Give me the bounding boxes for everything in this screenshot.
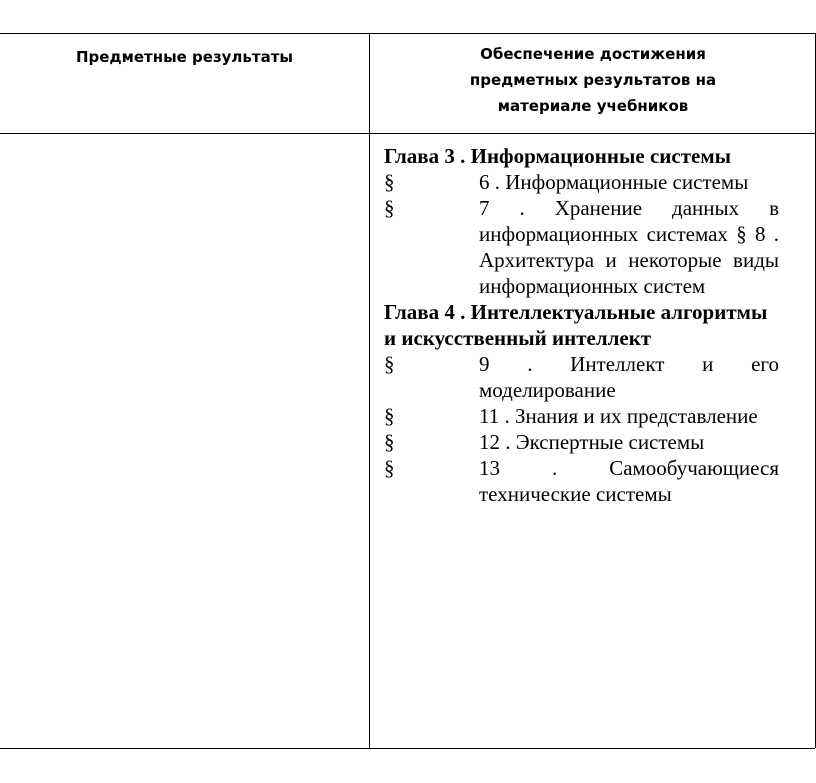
section-entry xyxy=(384,169,779,195)
section-symbol: § xyxy=(384,430,395,454)
section-symbol: § xyxy=(384,404,395,428)
section-text: 9 . Интеллект и его моделирование xyxy=(479,352,779,402)
column-divider xyxy=(369,33,370,748)
section-entry xyxy=(384,403,779,429)
textbook-content-cell xyxy=(384,143,779,507)
section-symbol: § xyxy=(384,352,395,376)
column-header-support-line: Обеспечение достижения xyxy=(480,45,706,63)
section-entry xyxy=(384,351,779,403)
section-text: 13 . Самообучающиеся технические системы xyxy=(479,456,779,506)
column-header-support-line: предметных результатов на xyxy=(469,71,717,89)
column-header-results: Предметные результаты xyxy=(76,48,293,66)
section-symbol: § xyxy=(384,170,395,194)
section-symbol: § xyxy=(384,456,395,480)
column-header-support xyxy=(370,41,816,119)
header-divider xyxy=(0,133,816,134)
section-text: 7 . Хранение данных в информационных системах § 8 . Архитектура и некоторые виды информационных систем xyxy=(479,196,779,298)
section-symbol: § xyxy=(384,196,395,220)
section-entry xyxy=(384,455,779,507)
section-entry xyxy=(384,195,779,299)
section-entry xyxy=(384,429,779,455)
section-text: 6 . Информационные системы xyxy=(479,170,749,194)
column-header-support-line: материале учебников xyxy=(497,97,689,115)
section-text: 12 . Экспертные системы xyxy=(479,430,705,454)
section-text: 11 . Знания и их представление xyxy=(479,404,758,428)
chapter-heading: Глава 3 . Информационные системы xyxy=(384,144,732,168)
chapter-heading: Глава 4 . Интеллектуальные алгоритмы и искусственный интеллект xyxy=(384,300,768,350)
